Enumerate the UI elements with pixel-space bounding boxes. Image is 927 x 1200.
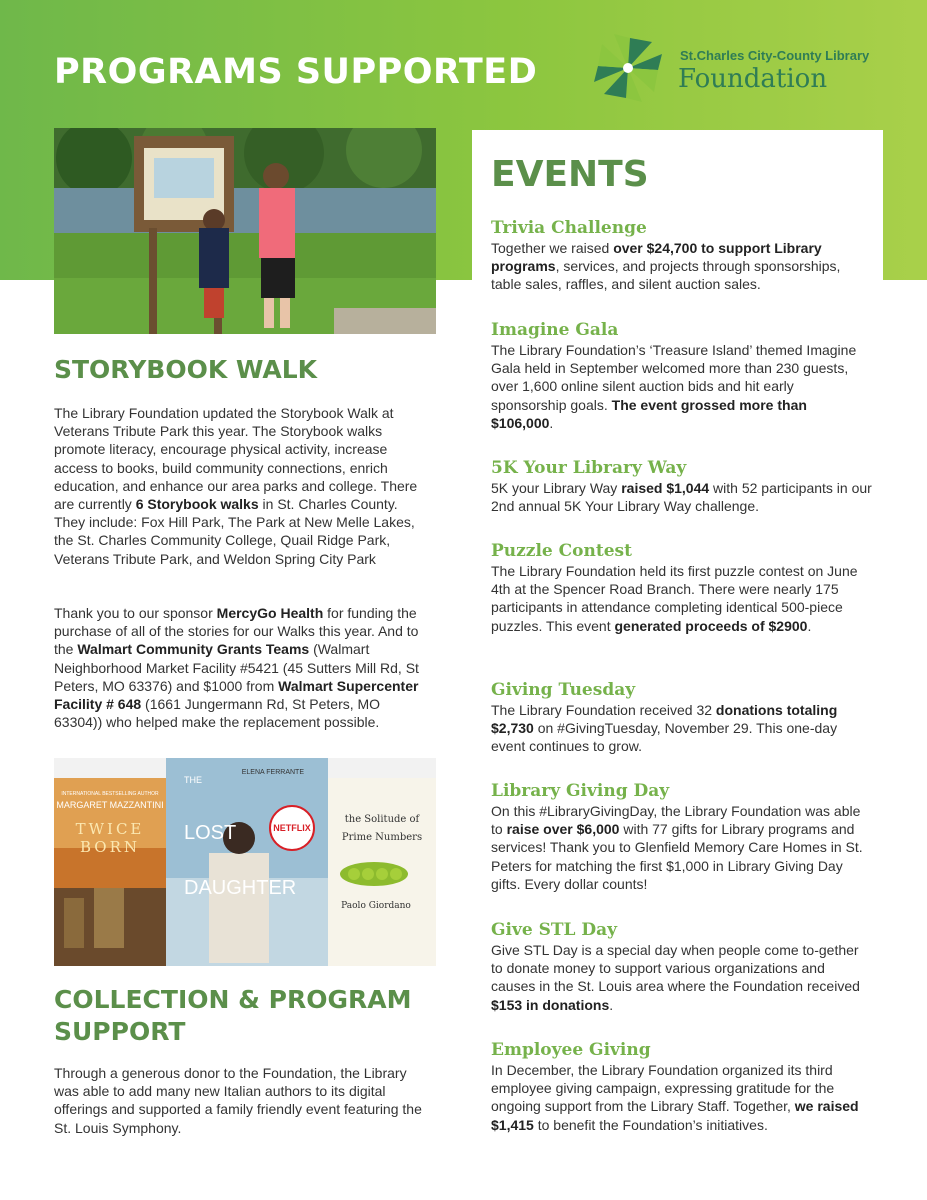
collection-program-support-heading: COLLECTION & PROGRAM SUPPORT — [54, 985, 412, 1046]
svg-text:LOST: LOST — [184, 822, 237, 844]
storybook-walk-heading: STORYBOOK WALK — [54, 355, 318, 384]
event-description: In December, the Library Foundation organized its third employee giving campaign, expressing gratitude for the ongoing support from the Library Staff. Together, we raised $1,415 to benefit the Foundation’s initiatives. — [491, 1062, 859, 1133]
event-title: Trivia Challenge — [491, 218, 647, 238]
book-cover-lost-daughter — [166, 758, 328, 966]
event-giving-tuesday — [491, 680, 873, 756]
svg-text:INTERNATIONAL BESTSELLING AUTH: INTERNATIONAL BESTSELLING AUTHOR — [61, 791, 159, 797]
svg-text:DAUGHTER: DAUGHTER — [184, 877, 297, 899]
foundation-logo — [590, 30, 880, 110]
event-title: Give STL Day — [491, 920, 618, 940]
svg-text:THE: THE — [184, 775, 202, 785]
event-title: Library Giving Day — [491, 781, 670, 801]
book-cover-twice-born — [54, 778, 166, 966]
event-title: 5K Your Library Way — [491, 458, 687, 478]
pinwheel-logo-icon — [590, 30, 666, 106]
event-description: On this #LibraryGivingDay, the Library Foundation was able to raise over $6,000 with 77 gifts for Library programs and services! Thank you to Glenfield Memory Care Homes in St. Peters for matching the first $1,000 in Library Giving Day gifts. Every dollar counts! — [491, 803, 863, 892]
event-employee-giving — [491, 1040, 873, 1134]
event-imagine-gala — [491, 320, 873, 432]
event-title: Employee Giving — [491, 1040, 651, 1060]
event-description: Give STL Day is a special day when people come to-gether to donate money to support various organizations and causes in the St. Louis area where the Foundation received $153 in donations. — [491, 942, 860, 1013]
collection-paragraph: Through a generous donor to the Foundation, the Library was able to add many new Italian authors to its digital offerings and supported a family friendly event featuring the St. Louis Symphony. — [54, 1065, 422, 1136]
storybook-paragraph-1: The Library Foundation updated the Storybook Walk at Veterans Tribute Park this year. The Storybook walks promote literacy, encourage physical activity, increase access to books, build community connections, enrich education, and enhance our area parks and college. There are currently 6 Storybook walks in St. Charles County. They include: Fox Hill Park, The Park at New Melle Lakes, the St. Charles Community College, Quail Ridge Park, Veterans Tribute Park, and Weldon Spring City Park — [54, 405, 418, 567]
storybook-walk-photo — [54, 128, 436, 334]
svg-text:NETFLIX: NETFLIX — [273, 823, 311, 833]
page-title: PROGRAMS SUPPORTED — [54, 52, 538, 92]
book-covers-photo — [54, 758, 436, 966]
event-5k-your-library-way — [491, 458, 873, 515]
event-trivia-challenge — [491, 218, 873, 294]
book-cover-solitude-of-prime-numbers — [328, 778, 436, 966]
event-title: Giving Tuesday — [491, 680, 636, 700]
storybook-paragraph-2: Thank you to our sponsor MercyGo Health for funding the purchase of all of the stories for our Walks this year. And to the Walmart Community Grants Teams (Walmart Neighborhood Market Facility #5421 (45 Sutters Mill Rd, St Peters, MO 63376) and $1000 from Walmart Supercenter Facility # 648 (1661 Jungermann Rd, St Peters, MO 63304)) who helped make the replacement possible. — [54, 605, 419, 731]
logo-line-2: Foundation — [678, 64, 828, 94]
svg-text:TWICE: TWICE — [75, 820, 145, 838]
event-description: 5K your Library Way raised $1,044 with 52 participants in our 2nd annual 5K Your Library Way challenge. — [491, 480, 872, 515]
event-description: Together we raised over $24,700 to support Library programs, services, and projects through sponsorships, table sales, raffles, and silent auction sales. — [491, 240, 841, 293]
svg-text:ELENA FERRANTE: ELENA FERRANTE — [241, 769, 304, 776]
logo-line-1: St.Charles City-County Library — [680, 48, 870, 63]
event-give-stl-day — [491, 920, 873, 1014]
svg-text:Paolo Giordano: Paolo Giordano — [341, 901, 411, 911]
event-title: Puzzle Contest — [491, 541, 632, 561]
events-heading: EVENTS — [491, 154, 649, 195]
event-library-giving-day — [491, 781, 873, 893]
svg-text:BORN: BORN — [79, 838, 141, 856]
svg-text:the Solitude of: the Solitude of — [344, 814, 420, 825]
svg-text:Prime Numbers: Prime Numbers — [341, 832, 423, 843]
event-description: The Library Foundation’s ‘Treasure Island’ themed Imagine Gala held in September welcomed more than 230 guests, over 1,600 online silent auction bids and hit early sponsorship goals. The event grossed more than $106,000. — [491, 342, 857, 431]
event-puzzle-contest — [491, 541, 873, 635]
event-title: Imagine Gala — [491, 320, 619, 340]
event-description: The Library Foundation held its first puzzle contest on June 4th at the Spencer Road Branch. There were nearly 175 participants in attendance completing identical 500-piece puzzles. This event generated proceeds of $2900. — [491, 563, 858, 634]
event-description: The Library Foundation received 32 donations totaling $2,730 on #GivingTuesday, November 29. This one-day event continues to grow. — [491, 702, 838, 755]
svg-text:MARGARET MAZZANTINI: MARGARET MAZZANTINI — [56, 800, 164, 810]
